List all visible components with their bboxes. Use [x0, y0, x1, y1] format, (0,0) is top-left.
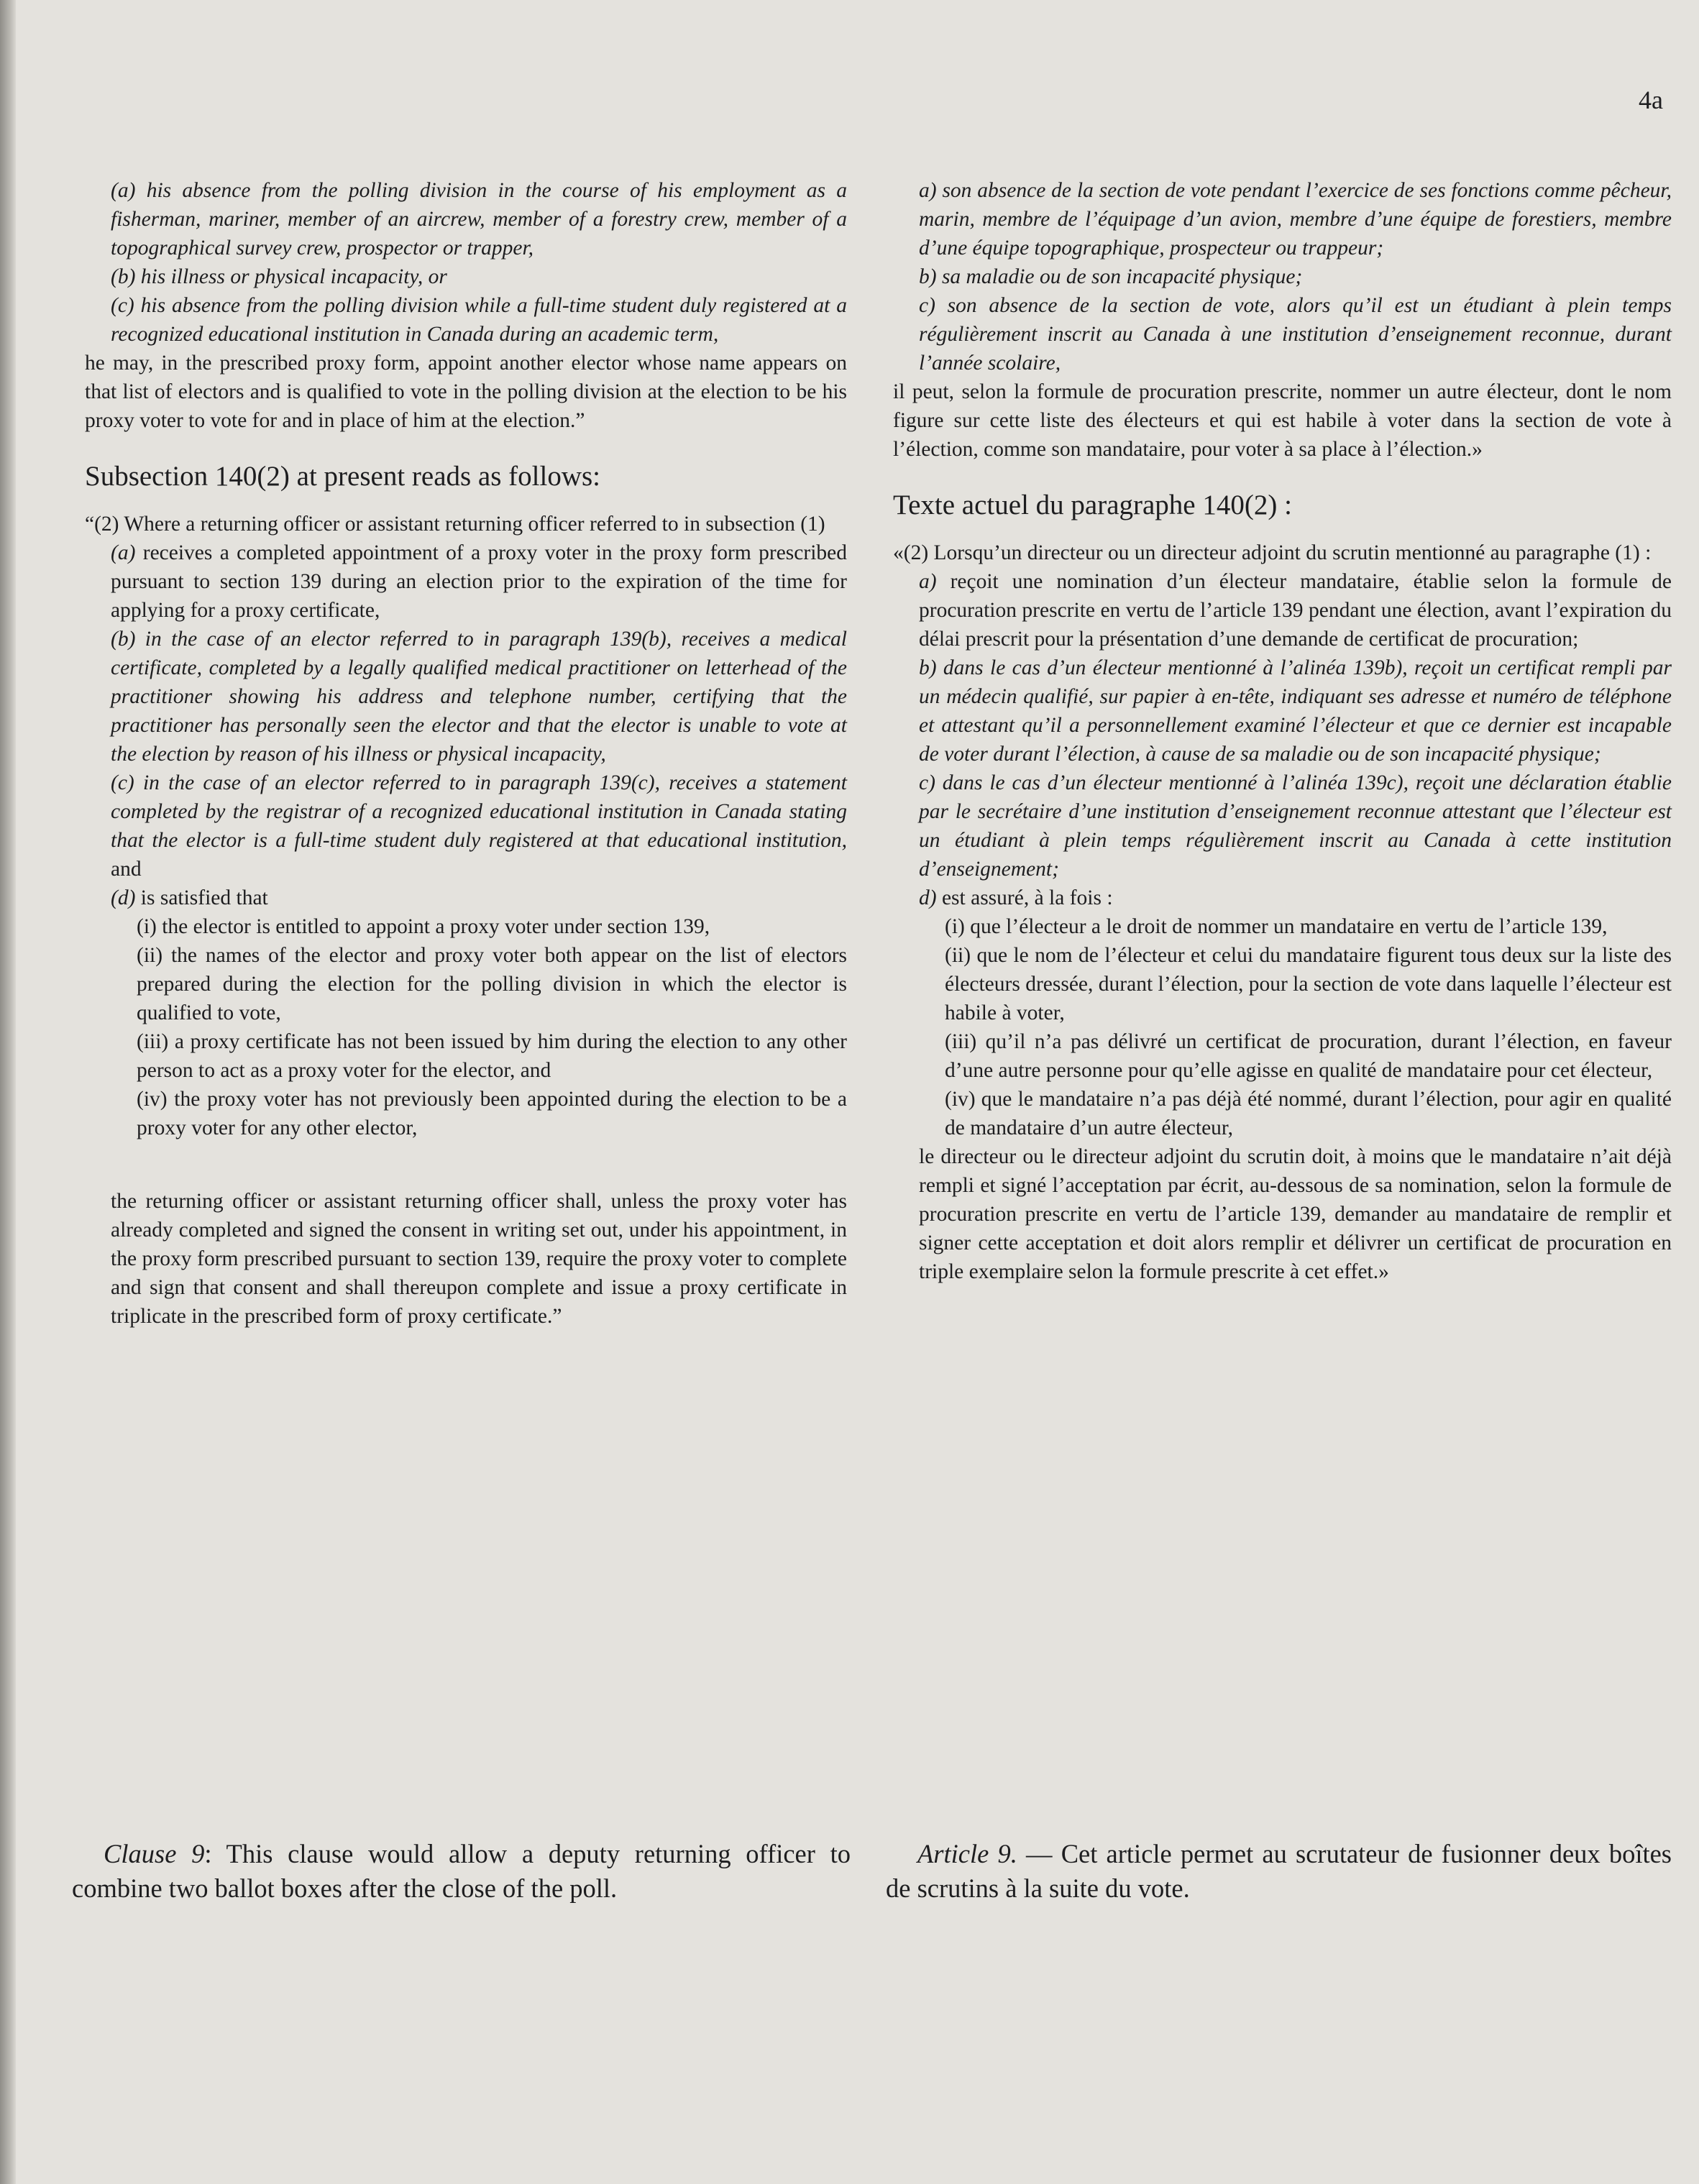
fr-heading: Texte actuel du paragraphe 140(2) :: [893, 490, 1292, 520]
english-column: [85, 176, 847, 1331]
en-item-c-text: his absence from the polling division while a full-time student duly registered at a recognized educational institution in Canada during an academic term,: [111, 294, 847, 346]
en-item-b-label: (b): [111, 265, 136, 288]
scan-edge: [0, 0, 16, 2184]
en-note-text: : This clause would allow a deputy returning officer to combine two ballot boxes after the close of the poll.: [72, 1839, 851, 1903]
en-item-a-label: (a): [111, 179, 136, 202]
french-column: [893, 176, 1672, 1286]
fr-para-a-label: a): [919, 570, 937, 593]
en-para-d-label: (d): [111, 886, 136, 909]
fr-sub-ii: (ii) que le nom de l’électeur et celui du mandataire figurent tous deux sur la liste des électeurs dressée, durant l’élection, pour la section de vote dans laquelle l’électeur est habile à voter,: [945, 944, 1672, 1024]
en-sub-i: (i) the elector is entitled to appoint a proxy voter under section 139,: [137, 915, 710, 938]
fr-item-b: b) sa maladie ou de son incapacité physique;: [919, 265, 1303, 288]
fr-para-b: b) dans le cas d’un électeur mentionné à l’alinéa 139b), reçoit un certificat rempli par un médecin qualifié, sur papier à en-tête, indiquant ses adresse et numéro de téléphone et attestant qu’il a personnellement examiné l’électeur et que ce dernier est incapable de voter durant l’élection, à cause de sa maladie ou de son incapacité physique;: [919, 656, 1672, 766]
en-sub-ii: (ii) the names of the elector and proxy voter both appear on the list of electors prepared during the election for the polling division in which the elector is qualified to vote,: [137, 944, 847, 1024]
page-number: 4a: [1639, 86, 1663, 114]
en-note-label: Clause 9: [104, 1839, 205, 1868]
en-item-b: [85, 262, 847, 291]
fr-para-a: [893, 567, 1672, 653]
en-item-a: [85, 176, 847, 262]
en-para-c-text: in the case of an elector referred to in paragraph 139(c), receives a statement completed by the registrar of a recognized educational institution in Canada stating that the elector is a full-time student duly registered at that educational institution,: [111, 771, 847, 852]
fr-sub-iv: (iv) que le mandataire n’a pas déjà été nommé, durant l’élection, pour agir en qualité de mandataire d’un autre électeur,: [945, 1088, 1672, 1139]
en-para-d-text: is satisfied that: [135, 886, 268, 909]
en-para-a: [85, 538, 847, 625]
en-item-c: [85, 291, 847, 349]
fr-item-a: a) son absence de la section de vote pendant l’exercice de ses fonctions comme pêcheur, marin, membre de l’équipage d’un avion, membre d’une équipe de forestiers, membre d’une équipe topographique, prospecteur ou trappeur;: [919, 179, 1672, 260]
fr-sub-i: (i) que l’électeur a le droit de nommer un mandataire en vertu de l’article 139,: [945, 915, 1608, 938]
en-sub-iv: (iv) the proxy voter has not previously been appointed during the election to be a proxy voter for any other elector,: [137, 1088, 847, 1139]
en-explanatory-note: [72, 1837, 851, 1906]
fr-para-d-text: est assuré, à la fois :: [936, 886, 1113, 909]
fr-item-c: c) son absence de la section de vote, alors qu’il est un étudiant à plein temps régulièrement inscrit au Canada à une institution d’enseignement reconnue, durant l’année scolaire,: [919, 294, 1672, 375]
en-para-b-text: in the case of an elector referred to in paragraph 139(b), receives a medical certificate, completed by a legally qualified medical practitioner on letterhead of the practitioner showing his address and telephone number, certifying that the practitioner has personally seen the elector and that the elector is unable to vote at the election by reason of his illness or physical incapacity,: [111, 628, 847, 766]
fr-para-c: c) dans le cas d’un électeur mentionné à l’alinéa 139c), reçoit une déclaration établie par le secrétaire d’une institution d’enseignement reconnue attestant que l’électeur est un étudiant à plein temps régulièrement inscrit au Canada à cette institution d’enseignement;: [919, 771, 1672, 881]
en-para-b: [85, 625, 847, 768]
en-para-c-label: (c): [111, 771, 134, 794]
fr-para-d: [893, 884, 1672, 912]
en-gap: [85, 1142, 847, 1187]
en-para-d: [85, 884, 847, 912]
en-closing-2: the returning officer or assistant returning officer shall, unless the proxy voter has already completed and signed the consent in writing set out, under his appointment, in the proxy form prescribed pursuant to section 139, require the proxy voter to complete and sign that consent and shall thereupon complete and issue a proxy certificate in triplicate in the prescribed form of proxy certificate.”: [111, 1190, 847, 1328]
en-intro: “(2) Where a returning officer or assistant returning officer referred to in subsection (1): [85, 513, 825, 536]
en-item-c-label: (c): [111, 294, 134, 317]
en-item-a-text: his absence from the polling division in the course of his employment as a fisherman, mariner, member of an aircrew, member of a forestry crew, member of a topographical survey crew, prospector or trapper,: [111, 179, 847, 260]
en-heading: Subsection 140(2) at present reads as follows:: [85, 461, 601, 492]
fr-sub-iii: (iii) qu’il n’a pas délivré un certificat de procuration, durant l’élection, en faveur d’une autre personne pour qu’elle agisse en qualité de mandataire pour cet électeur,: [945, 1030, 1672, 1082]
en-para-b-label: (b): [111, 628, 136, 651]
fr-note-label: Article 9.: [917, 1839, 1017, 1868]
fr-note-text: — Cet article permet au scrutateur de fusionner deux boîtes de scrutins à la suite du vote.: [886, 1839, 1672, 1903]
fr-para-a-text: reçoit une nomination d’un électeur mandataire, établie selon la formule de procuration prescrite en vertu de l’article 139 pendant une élection, avant l’expiration du délai prescrit pour la présentation d’une demande de certificat de procuration;: [919, 570, 1672, 651]
fr-closing-2: le directeur ou le directeur adjoint du scrutin doit, à moins que le mandataire n’ait déjà rempli et signé l’acceptation par écrit, au-dessous de sa nomination, selon la formule de procuration prescrite en vertu de l’article 139, demander au mandataire de remplir et signer cette acceptation et doit alors remplir et délivrer un certificat de procuration en triple exemplaire selon la formule prescrite à cet effet.»: [919, 1145, 1672, 1283]
fr-intro: «(2) Lorsqu’un directeur ou un directeur adjoint du scrutin mentionné au paragraphe (1) :: [893, 541, 1652, 564]
en-para-a-label: (a): [111, 541, 136, 564]
en-para-a-text: receives a completed appointment of a proxy voter in the proxy form prescribed pursuant to section 139 during an election prior to the expiration of the time for applying for a proxy certificate,: [111, 541, 847, 622]
en-sub-iii: (iii) a proxy certificate has not been issued by him during the election to any other person to act as a proxy voter for the elector, and: [137, 1030, 847, 1082]
en-closing-1: he may, in the prescribed proxy form, appoint another elector whose name appears on that list of electors and is qualified to vote in the polling division at the election to be his proxy voter to vote for and in place of him at the election.”: [85, 352, 847, 432]
en-para-c: [85, 768, 847, 884]
fr-explanatory-note: [886, 1837, 1672, 1906]
fr-para-d-label: d): [919, 886, 937, 909]
en-item-b-text: his illness or physical incapacity, or: [135, 265, 447, 288]
fr-closing-1: il peut, selon la formule de procuration prescrite, nommer un autre électeur, dont le nom figure sur cette liste des électeurs et qui est habile à voter dans la section de vote à l’élection, comme son mandataire, pour voter à sa place à l’élection.»: [893, 380, 1672, 461]
en-para-c-tail: and: [111, 858, 142, 881]
